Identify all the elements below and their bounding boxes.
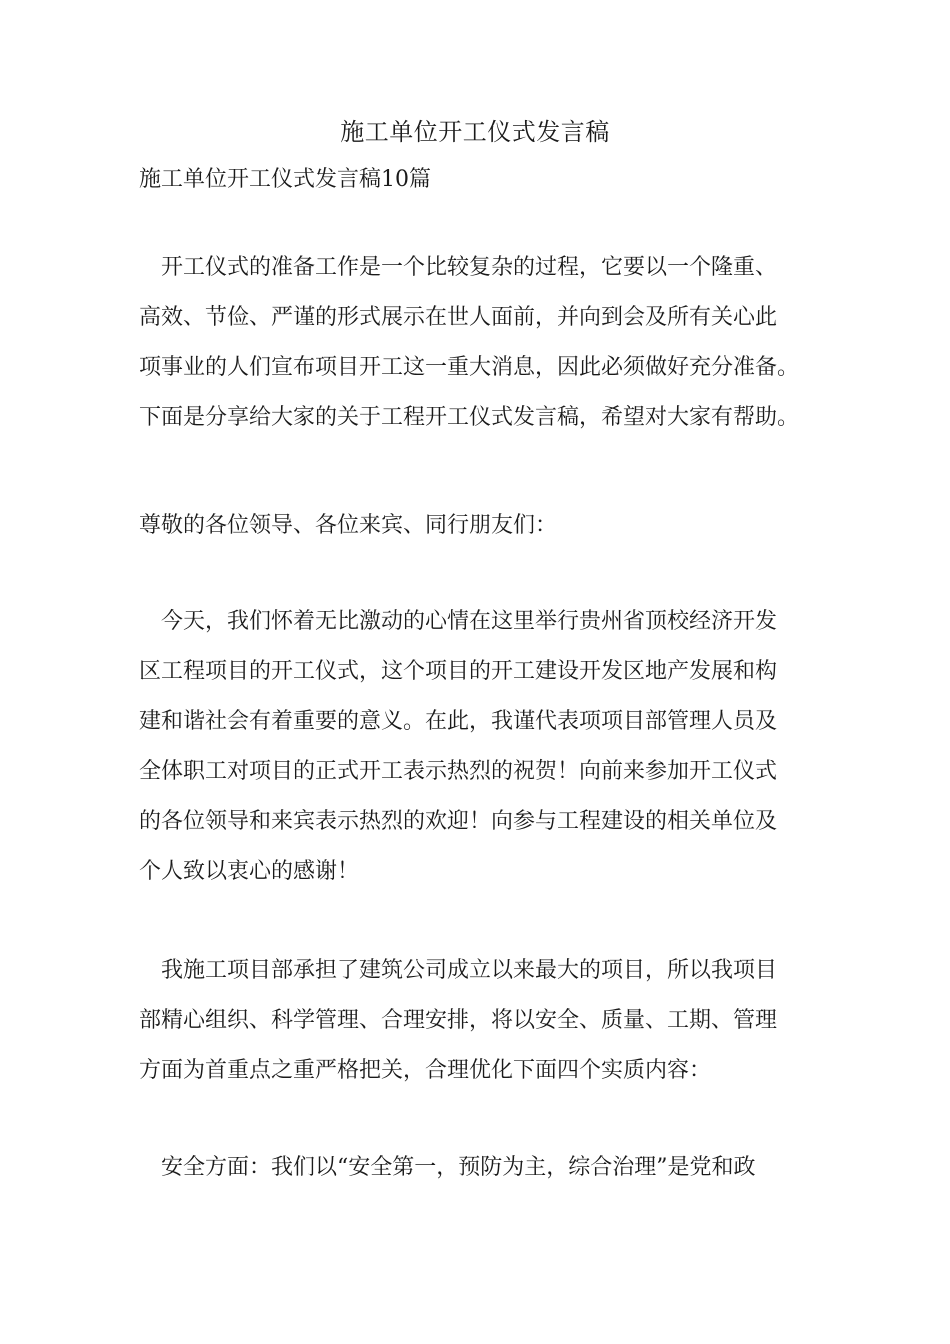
intro-paragraph: [139, 243, 819, 443]
paragraph-line: 开工仪式的准备工作是一个比较复杂的过程，它要以一个隆重、: [161, 255, 778, 280]
paragraph-line: 的各位领导和来宾表示热烈的欢迎！向参与工程建设的相关单位及: [139, 809, 778, 834]
paragraph-line: 建和谐社会有着重要的意义。在此，我谨代表项项目部管理人员及: [139, 709, 778, 734]
salutation-line: 尊敬的各位领导、各位来宾、同行朋友们：: [139, 513, 558, 538]
paragraph-line: 我施工项目部承担了建筑公司成立以来最大的项目，所以我项目: [161, 958, 778, 983]
paragraph-project: [139, 946, 819, 1096]
paragraph-line: 区工程项目的开工仪式，这个项目的开工建设开发区地产发展和构: [139, 659, 778, 684]
paragraph-line: 高效、节俭、严谨的形式展示在世人面前，并向到会及所有关心此: [139, 305, 778, 330]
paragraph-line: 下面是分享给大家的关于工程开工仪式发言稿，希望对大家有帮助。: [139, 405, 800, 430]
document-subtitle: 施工单位开工仪式发言稿10篇: [139, 167, 431, 192]
paragraph-line: 个人致以衷心的感谢！: [139, 859, 360, 884]
paragraph-line: 部精心组织、科学管理、合理安排，将以安全、质量、工期、管理: [139, 1008, 778, 1033]
document-title: 施工单位开工仪式发言稿: [340, 118, 610, 146]
paragraph-line: 全体职工对项目的正式开工表示热烈的祝贺！向前来参加开工仪式: [139, 759, 778, 784]
paragraph-opening: [139, 597, 819, 897]
paragraph-line: 安全方面：我们以“安全第一，预防为主，综合治理”是党和政: [161, 1155, 756, 1180]
paragraph-line: 方面为首重点之重严格把关，合理优化下面四个实质内容：: [139, 1058, 712, 1083]
paragraph-line: 今天，我们怀着无比激动的心情在这里举行贵州省顶校经济开发: [161, 609, 778, 634]
paragraph-safety: [139, 1143, 819, 1193]
paragraph-line: 项事业的人们宣布项目开工这一重大消息，因此必须做好充分准备。: [139, 355, 800, 380]
salutation: [139, 501, 819, 551]
